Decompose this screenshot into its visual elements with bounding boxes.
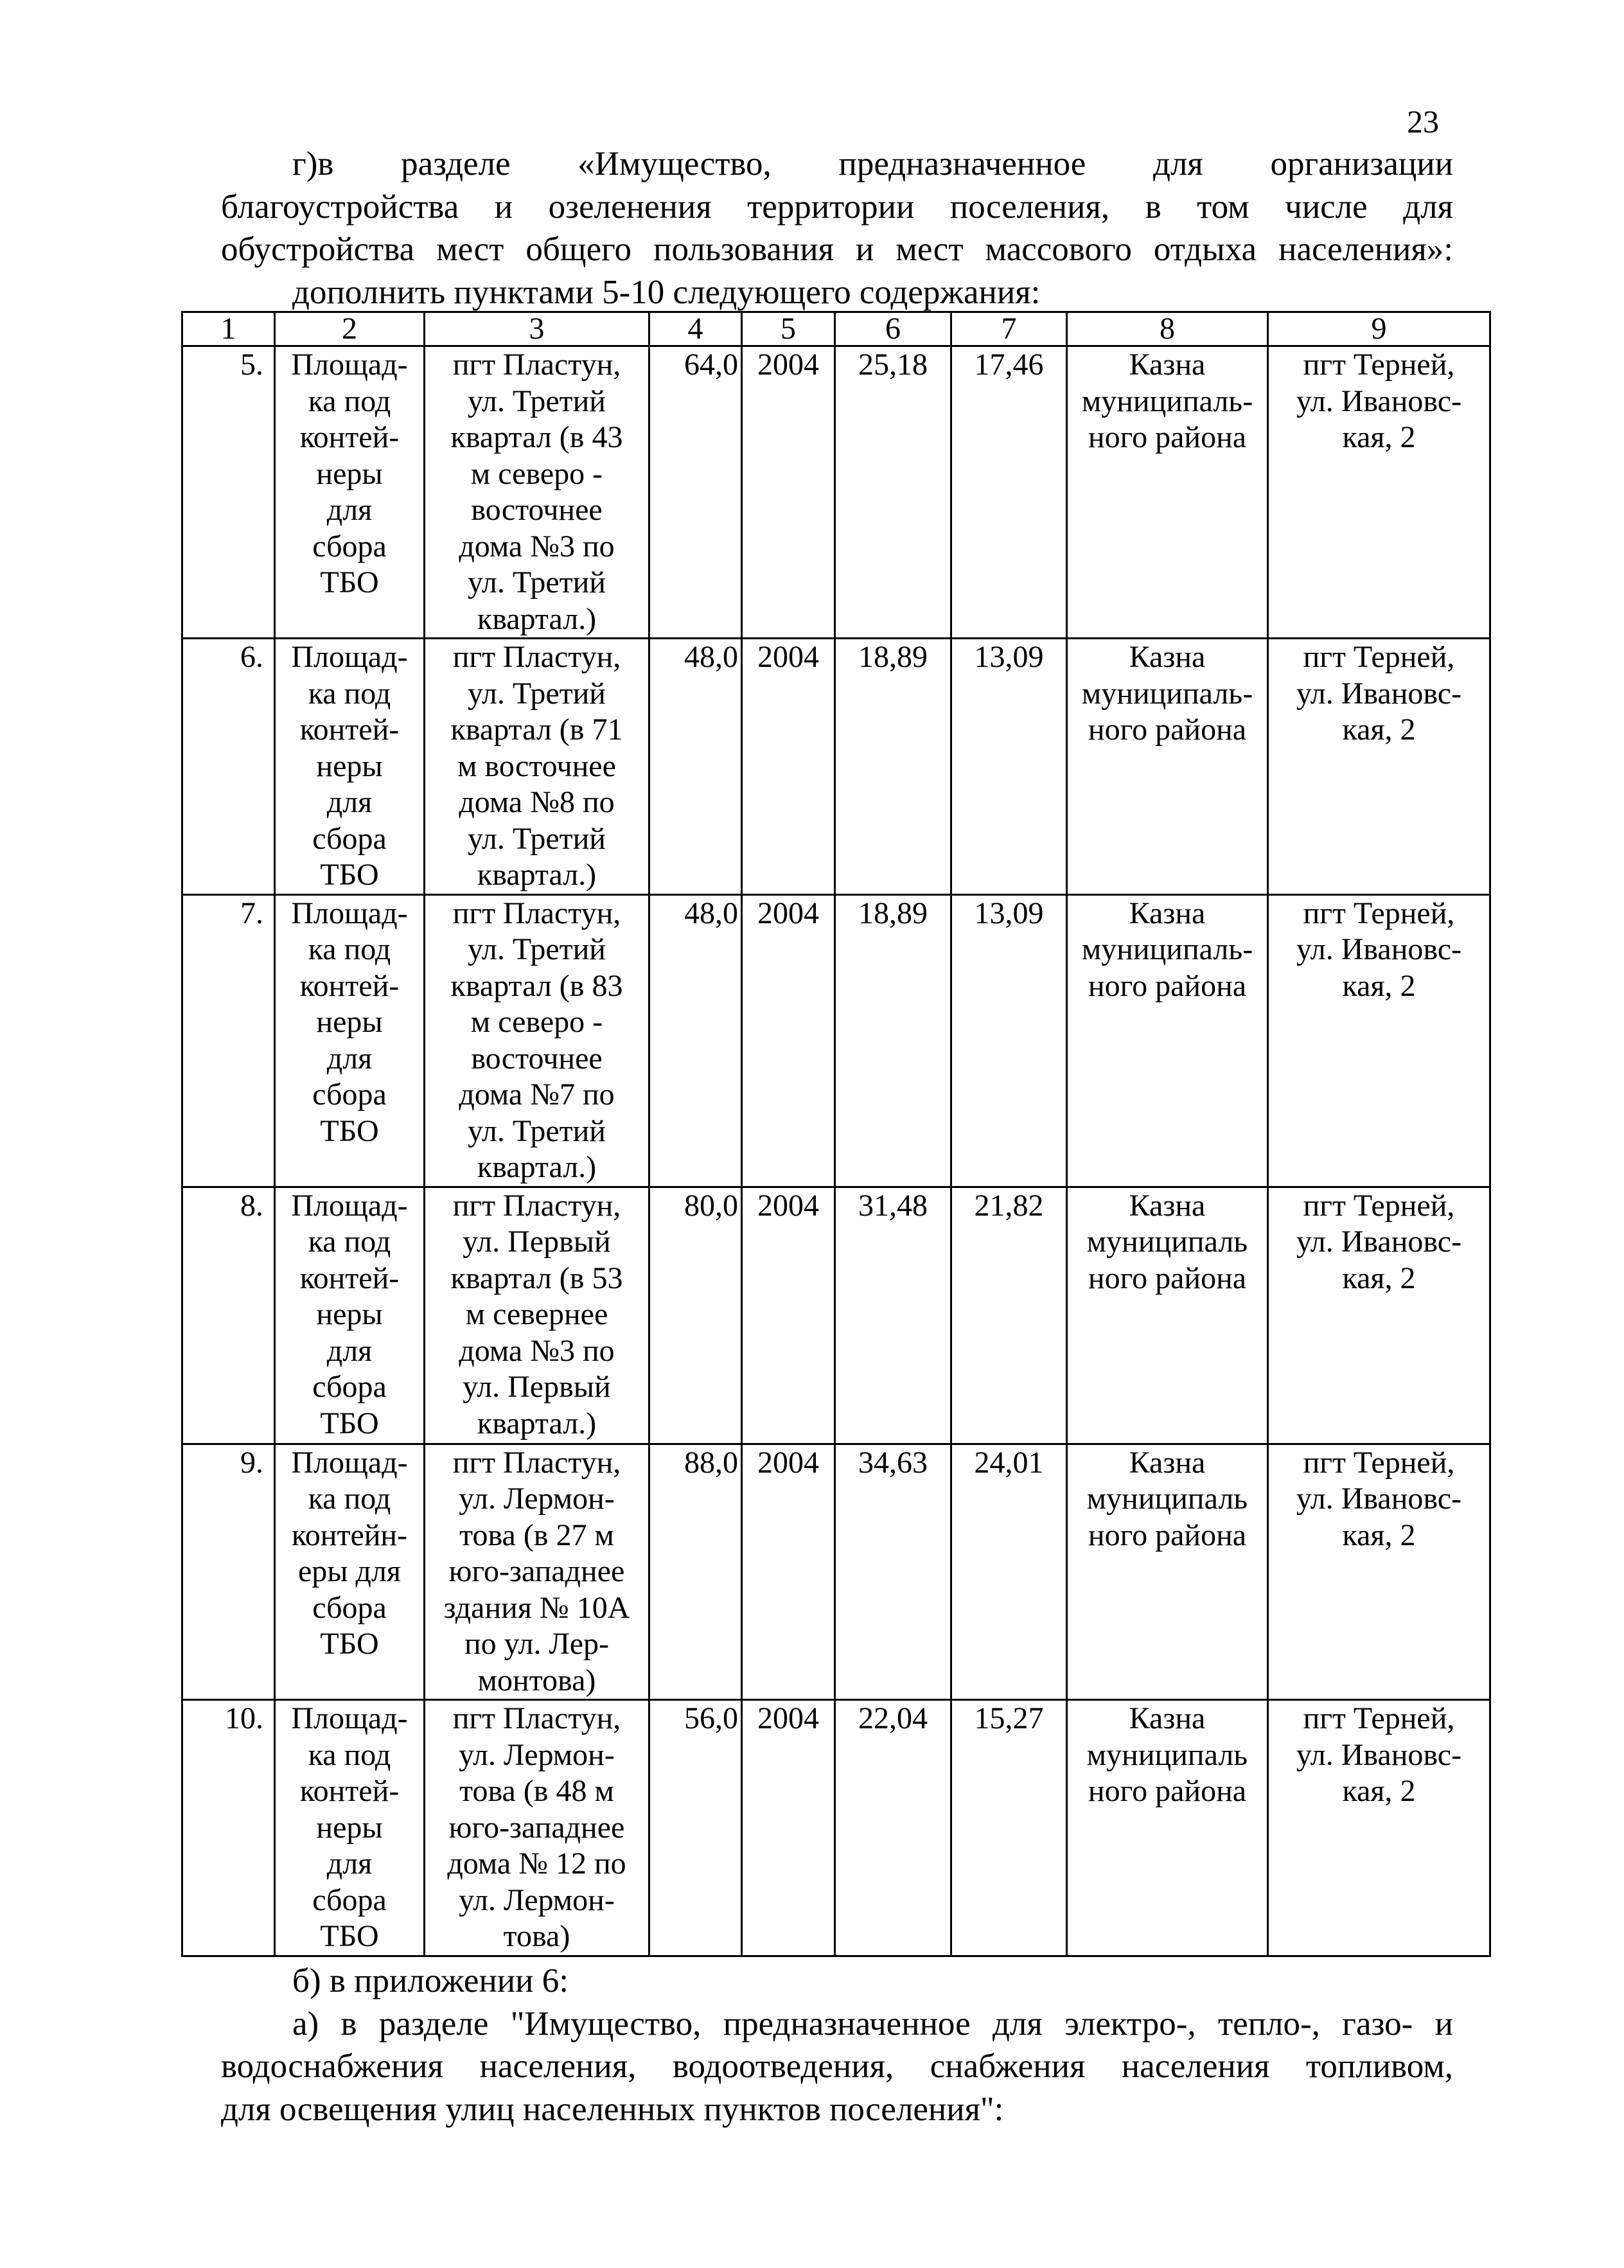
table-cell: 8. bbox=[182, 1187, 275, 1444]
table-cell: 2004 bbox=[742, 1444, 835, 1700]
table-cell: пгт Терней, ул. Ивановс- кая, 2 bbox=[1268, 1187, 1490, 1444]
table-cell: Казна муниципаль- ного района bbox=[1067, 894, 1268, 1187]
table-cell: пгт Терней, ул. Ивановс- кая, 2 bbox=[1268, 1700, 1490, 1956]
table-cell: 9. bbox=[182, 1444, 275, 1700]
table-cell: 22,04 bbox=[835, 1700, 951, 1956]
table-cell: 7. bbox=[182, 894, 275, 1187]
table-cell: 2004 bbox=[742, 639, 835, 895]
table-cell: 2004 bbox=[742, 894, 835, 1187]
table-header-row bbox=[182, 312, 1490, 346]
intro-line: благоустройства и озеленения территории поселения, в том числе для bbox=[221, 188, 1453, 226]
table-cell: пгт Пластун, ул. Третий квартал (в 83 м северо - восточнее дома №7 по ул. Третий квартал.) bbox=[425, 894, 649, 1187]
table-cell: пгт Пластун, ул. Первый квартал (в 53 м севернее дома №3 по ул. Первый квартал.) bbox=[425, 1187, 649, 1444]
column-header: 2 bbox=[275, 312, 425, 346]
table-row bbox=[182, 346, 1490, 639]
table-cell: Площад- ка под контейн- еры для сбора ТБО bbox=[275, 1444, 425, 1700]
column-header: 5 bbox=[742, 312, 835, 346]
table-cell: 2004 bbox=[742, 346, 835, 639]
table-cell: 18,89 bbox=[835, 894, 951, 1187]
column-header: 9 bbox=[1268, 312, 1490, 346]
column-header: 4 bbox=[649, 312, 742, 346]
column-header: 3 bbox=[425, 312, 649, 346]
table-cell: 31,48 bbox=[835, 1187, 951, 1444]
table-cell: 17,46 bbox=[951, 346, 1067, 639]
table-row bbox=[182, 639, 1490, 895]
table-cell: Казна муниципаль ного района bbox=[1067, 1700, 1268, 1956]
intro-line: г)в разделе «Имущество, предназначенное для организации bbox=[292, 145, 1453, 182]
table-cell: 88,0 bbox=[649, 1444, 742, 1700]
table-cell: 2004 bbox=[742, 1187, 835, 1444]
table-cell: 56,0 bbox=[649, 1700, 742, 1956]
table-row bbox=[182, 1444, 1490, 1700]
table-cell: 80,0 bbox=[649, 1187, 742, 1444]
intro-paragraph bbox=[221, 143, 1453, 314]
table-cell: Казна муниципаль- ного района bbox=[1067, 639, 1268, 895]
table-cell: 48,0 bbox=[649, 639, 742, 895]
intro-line: дополнить пунктами 5-10 следующего содержания: bbox=[292, 273, 1041, 311]
table-cell: Казна муниципаль ного района bbox=[1067, 1444, 1268, 1700]
table-cell: 15,27 bbox=[951, 1700, 1067, 1956]
table-cell: 18,89 bbox=[835, 639, 951, 895]
table-row bbox=[182, 1700, 1490, 1956]
column-header: 1 bbox=[182, 312, 275, 346]
intro-line: обустройства мест общего пользования и мест массового отдыха населения»: bbox=[221, 231, 1453, 268]
column-header: 6 bbox=[835, 312, 951, 346]
outro-line: б) в приложении 6: bbox=[292, 1962, 569, 1999]
table-cell: Площад- ка под контей- неры для сбора ТБО bbox=[275, 894, 425, 1187]
table-cell: Площад- ка под контей- неры для сбора ТБО bbox=[275, 1700, 425, 1956]
table-row bbox=[182, 894, 1490, 1187]
table-cell: пгт Терней, ул. Ивановс- кая, 2 bbox=[1268, 346, 1490, 639]
table-cell: 24,01 bbox=[951, 1444, 1067, 1700]
table-cell: Площад- ка под контей- неры для сбора ТБО bbox=[275, 639, 425, 895]
column-header: 7 bbox=[951, 312, 1067, 346]
outro-line: водоснабжения населения, водоотведения, снабжения населения топливом, bbox=[221, 2048, 1453, 2085]
page-number: 23 bbox=[1407, 103, 1439, 139]
table-cell: пгт Терней, ул. Ивановс- кая, 2 bbox=[1268, 894, 1490, 1187]
table-cell: 2004 bbox=[742, 1700, 835, 1956]
table-cell: 64,0 bbox=[649, 346, 742, 639]
table-cell: пгт Пластун, ул. Лермон- това (в 27 м юго-западнее здания № 10А по ул. Лер- монтова) bbox=[425, 1444, 649, 1700]
table-cell: 25,18 bbox=[835, 346, 951, 639]
table-cell: 48,0 bbox=[649, 894, 742, 1187]
table-row bbox=[182, 1187, 1490, 1444]
outro-line: для освещения улиц населенных пунктов поселения": bbox=[221, 2090, 1004, 2128]
table-cell: Казна муниципаль- ного района bbox=[1067, 346, 1268, 639]
outro-line: а) в разделе "Имущество, предназначенное для электро-, тепло-, газо- и bbox=[292, 2005, 1453, 2042]
table-cell: 21,82 bbox=[951, 1187, 1067, 1444]
property-table bbox=[181, 311, 1491, 1957]
table-cell: 6. bbox=[182, 639, 275, 895]
table-cell: пгт Терней, ул. Ивановс- кая, 2 bbox=[1268, 1444, 1490, 1700]
table-cell: пгт Пластун, ул. Третий квартал (в 71 м восточнее дома №8 по ул. Третий квартал.) bbox=[425, 639, 649, 895]
column-header: 8 bbox=[1067, 312, 1268, 346]
outro-paragraph bbox=[221, 1960, 1453, 2131]
table-cell: 13,09 bbox=[951, 639, 1067, 895]
table-cell: пгт Пластун, ул. Лермон- това (в 48 м юго-западнее дома № 12 по ул. Лермон- това) bbox=[425, 1700, 649, 1956]
table-cell: 34,63 bbox=[835, 1444, 951, 1700]
table-cell: пгт Терней, ул. Ивановс- кая, 2 bbox=[1268, 639, 1490, 895]
table-cell: Площад- ка под контей- неры для сбора ТБО bbox=[275, 346, 425, 639]
table-cell: пгт Пластун, ул. Третий квартал (в 43 м северо - восточнее дома №3 по ул. Третий квартал.) bbox=[425, 346, 649, 639]
table-cell: 5. bbox=[182, 346, 275, 639]
table-cell: 10. bbox=[182, 1700, 275, 1956]
table-cell: Казна муниципаль ного района bbox=[1067, 1187, 1268, 1444]
table-cell: Площад- ка под контей- неры для сбора ТБО bbox=[275, 1187, 425, 1444]
table-cell: 13,09 bbox=[951, 894, 1067, 1187]
